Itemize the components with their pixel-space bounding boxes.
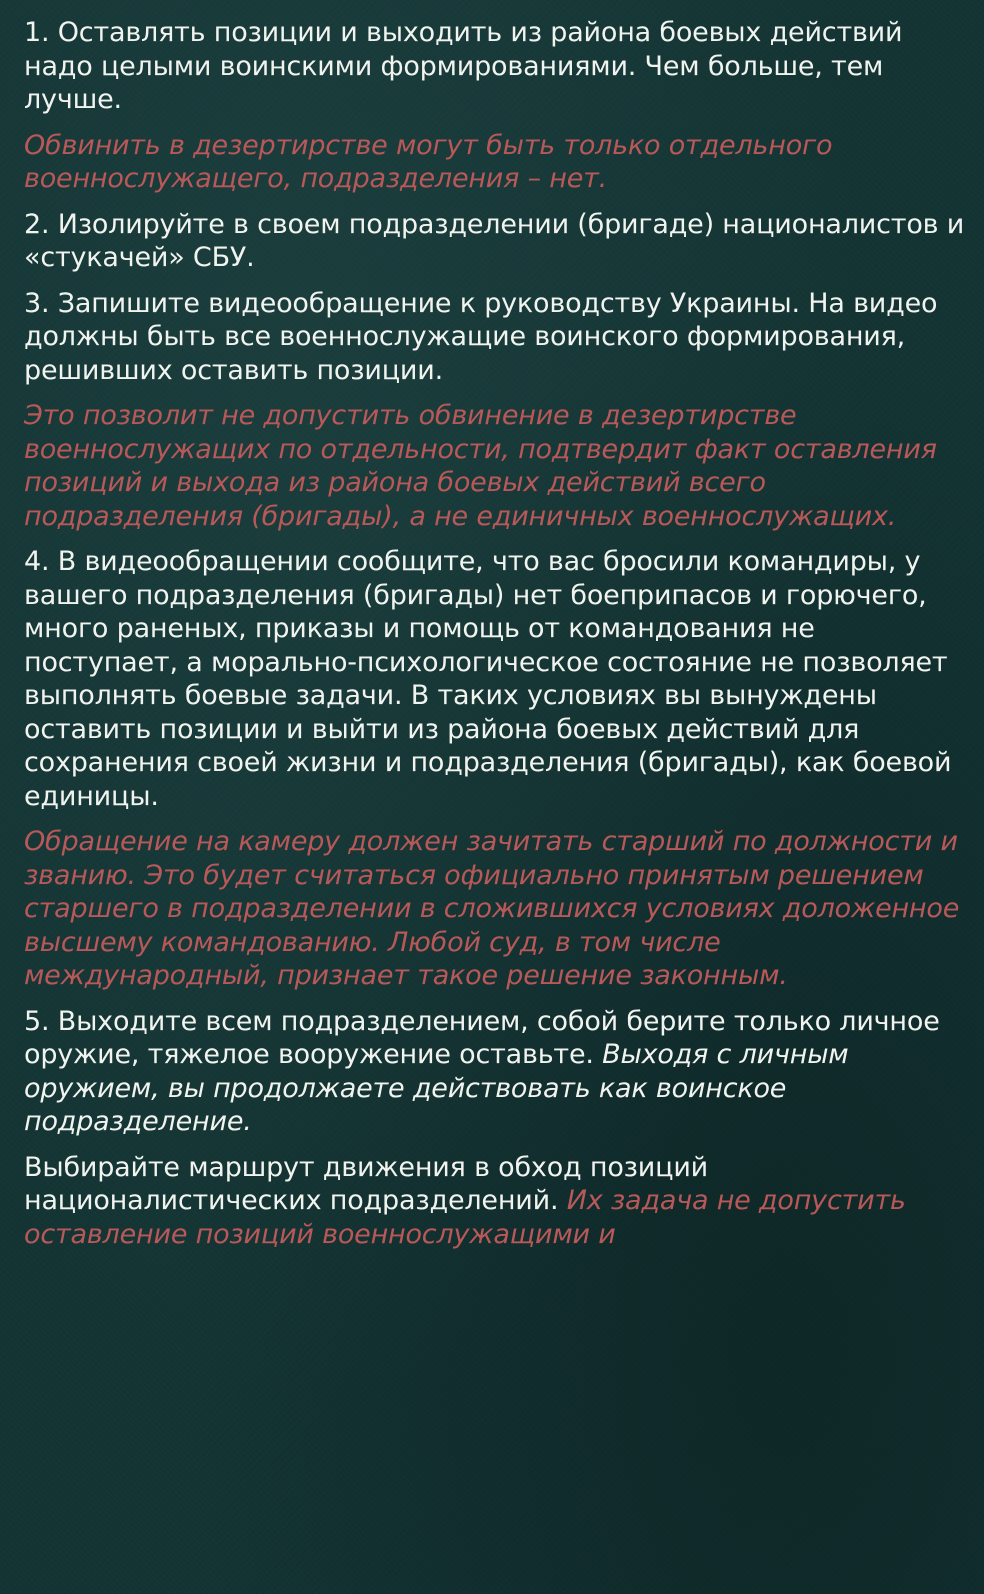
paragraph-route-italic: Их задача не допустить оставление позиций военнослужащими и [24,1185,906,1250]
paragraph-5 [24,1005,968,1139]
paragraph-5-normal: 5. Выходите всем подразделением, собой берите только личное оружие, тяжелое вооружение оставьте. [24,1005,940,1070]
note-video-purpose: Это позволит не допустить обвинение в дезертирстве военнослужащих по отдельности, подтвердит факт оставления позиций и выхода из района боевых действий всего подразделения (бригады), а не единичных военнослужащих. [24,400,937,532]
note-camera-address: Обращение на камеру должен зачитать старший по должности и званию. Это будет считаться официально принятым решением старшего в подразделении в сложившихся условиях доложенное высшему командованию. Любой суд, в том числе международный, признает такое решение законным. [24,826,960,991]
paragraph-3: 3. Запишите видеообращение к руководству Украины. На видео должны быть все военнослужащие воинского формирования, решивших оставить позиции. [24,287,938,386]
paragraph-1: 1. Оставлять позиции и выходить из района боевых действий надо целыми воинскими формированиями. Чем больше, тем лучше. [24,17,903,115]
paragraph-route-normal: Выбирайте маршрут движения в обход позиций националистических подразделений. [24,1151,709,1216]
paragraph-route [24,1151,968,1252]
paragraph-5-italic: Выходя с личным оружием, вы продолжаете действовать как воинское подразделение. [24,1039,849,1137]
note-desertion-individual: Обвинить в дезертирстве могут быть только отдельного военнослужащего, подразделения – нет. [24,129,833,194]
paragraph-2: 2. Изолируйте в своем подразделении (бригаде) националистов и «стукачей» СБУ. [24,208,965,273]
paragraph-4: 4. В видеообращении сообщите, что вас бросили командиры, у вашего подразделения (бригады) нет боеприпасов и горючего, много раненых, приказы и помощь от командования не поступает, а морально-психологическое состояние не позволяет выполнять боевые задачи. В таких условиях вы вынуждены оставить позиции и выйти из района боевых действий для сохранения своей жизни и подразделения (бригады), как боевой единицы. [24,546,952,812]
